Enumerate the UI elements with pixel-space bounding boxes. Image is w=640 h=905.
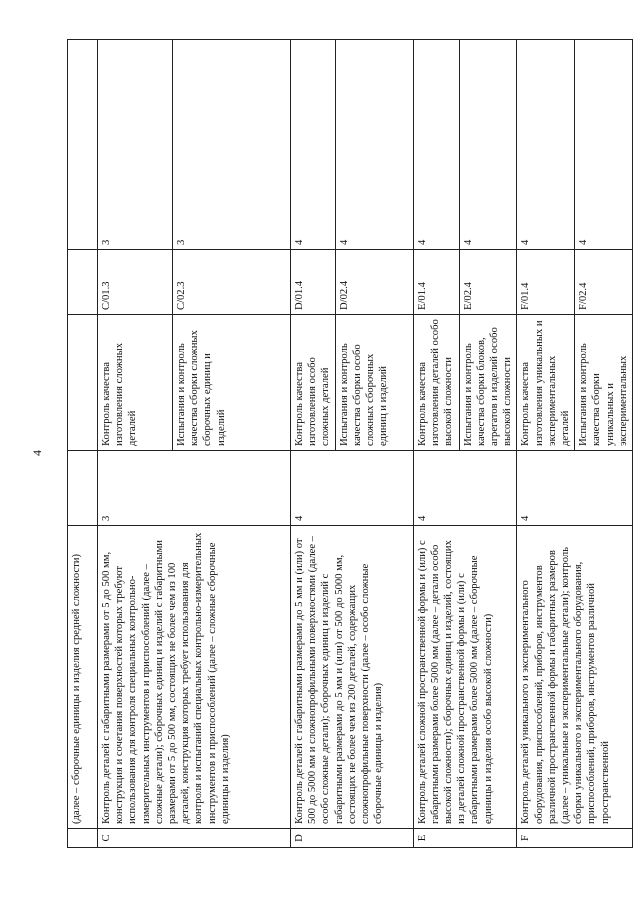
cell-function-code: C/02.3 [173,250,291,315]
cell-function: Испытания и контроль качества сборки блоков, агрегатов и изделий особо высокой сложности [459,315,517,451]
table-row [413,40,459,848]
cell-function-code: E/02.4 [459,250,517,315]
cell-sublevel: 4 [575,40,633,250]
table-row [291,40,336,848]
cell-level: 3 [98,451,291,526]
cell-name: Контроль деталей сложной пространственной формы и (или) с габаритными размерами более 5000 мм (далее – детали особо высокой сложности); сборочных единиц и изделий, состоящих из деталей сложной пространственной формы и (или) с габаритными размерами более 5000 мм (далее – сборочные единицы и изделия особо высокой сложности) [413,526,517,829]
cell-code: F [517,829,633,848]
cell-sublevel [68,40,98,250]
cell-function-code [68,250,98,315]
cell-level: 4 [291,451,414,526]
cell-function: Контроль качества изготовления уникальных и экспериментальных деталей [517,315,575,451]
cell-sublevel: 3 [173,40,291,250]
professional-standard-table [67,39,633,848]
cell-level: 4 [517,451,633,526]
cell-code: D [291,829,414,848]
cell-name: Контроль деталей с габаритными размерами до 5 мм и (или) от 500 до 5000 мм и сложнопрофильными поверхностями (далее – особо сложные детали); сборочных единиц и изделий с габаритными размерами до 5 мм и (или) от 500 до 5000 мм, состоящих не более чем из 200 деталей, содержащих сложнопрофильные поверхности (далее – особо сложные сборочные единицы и изделия) [291,526,414,829]
page-number: 4 [30,450,44,456]
cell-function: Контроль качества изготовления особо сложных деталей [291,315,336,451]
cell-function: Испытания и контроль качества сборки сложных сборочных единиц и изделий [173,315,291,451]
cell-function-code: F/01.4 [517,250,575,315]
cell-code: C [98,829,291,848]
cell-sublevel: 4 [459,40,517,250]
cell-function: Испытания и контроль качества сборки особо сложных сборочных единиц и изделий [335,315,413,451]
table-row [98,40,173,848]
cell-function-code: F/02.4 [575,250,633,315]
cell-sublevel: 3 [98,40,173,250]
cell-function [68,315,98,451]
cell-name: (далее – сборочные единицы и изделия средней сложности) [68,526,98,829]
cell-name: Контроль деталей с габаритными размерами от 5 до 500 мм, конструкция и сочетания поверхностей которых требуют использования для контроля специальных контрольно-измерительных инструментов и приспособлений (далее – сложные детали); сборочных единиц и изделий с габаритными размерами от 5 до 500 мм, состоящих не более чем из 100 деталей, конструкция которых требует использования для контроля и испытаний специальных контрольно-измерительных инструментов и приспособлений (далее – сложные сборочные единицы и изделия) [98,526,291,829]
cell-name: Контроль деталей уникального и экспериментального оборудования, приспособлений, приборов, инструментов различной пространственной формы и габаритных размеров (далее – уникальные и экспериментальные детали); контроль сборки уникального и экспериментального оборудования, приспособлений, приборов, инструментов различной пространственной [517,526,633,829]
cell-sublevel: 4 [517,40,575,250]
cell-function: Испытания и контроль качества сборки уникальных и экспериментальных [575,315,633,451]
cell-function-code: D/02.4 [335,250,413,315]
cell-function: Контроль качества изготовления сложных деталей [98,315,173,451]
cell-function-code: E/01.4 [413,250,459,315]
cell-function: Контроль качества изготовления деталей особо высокой сложности [413,315,459,451]
cell-level: 4 [413,451,517,526]
cell-level [68,451,98,526]
cell-sublevel: 4 [291,40,336,250]
cell-sublevel: 4 [335,40,413,250]
table-row [517,40,575,848]
cell-function-code: D/01.4 [291,250,336,315]
cell-code [68,829,98,848]
cell-code: E [413,829,517,848]
cell-function-code: C/01.3 [98,250,173,315]
table-row-continuation [68,40,98,848]
cell-sublevel: 4 [413,40,459,250]
